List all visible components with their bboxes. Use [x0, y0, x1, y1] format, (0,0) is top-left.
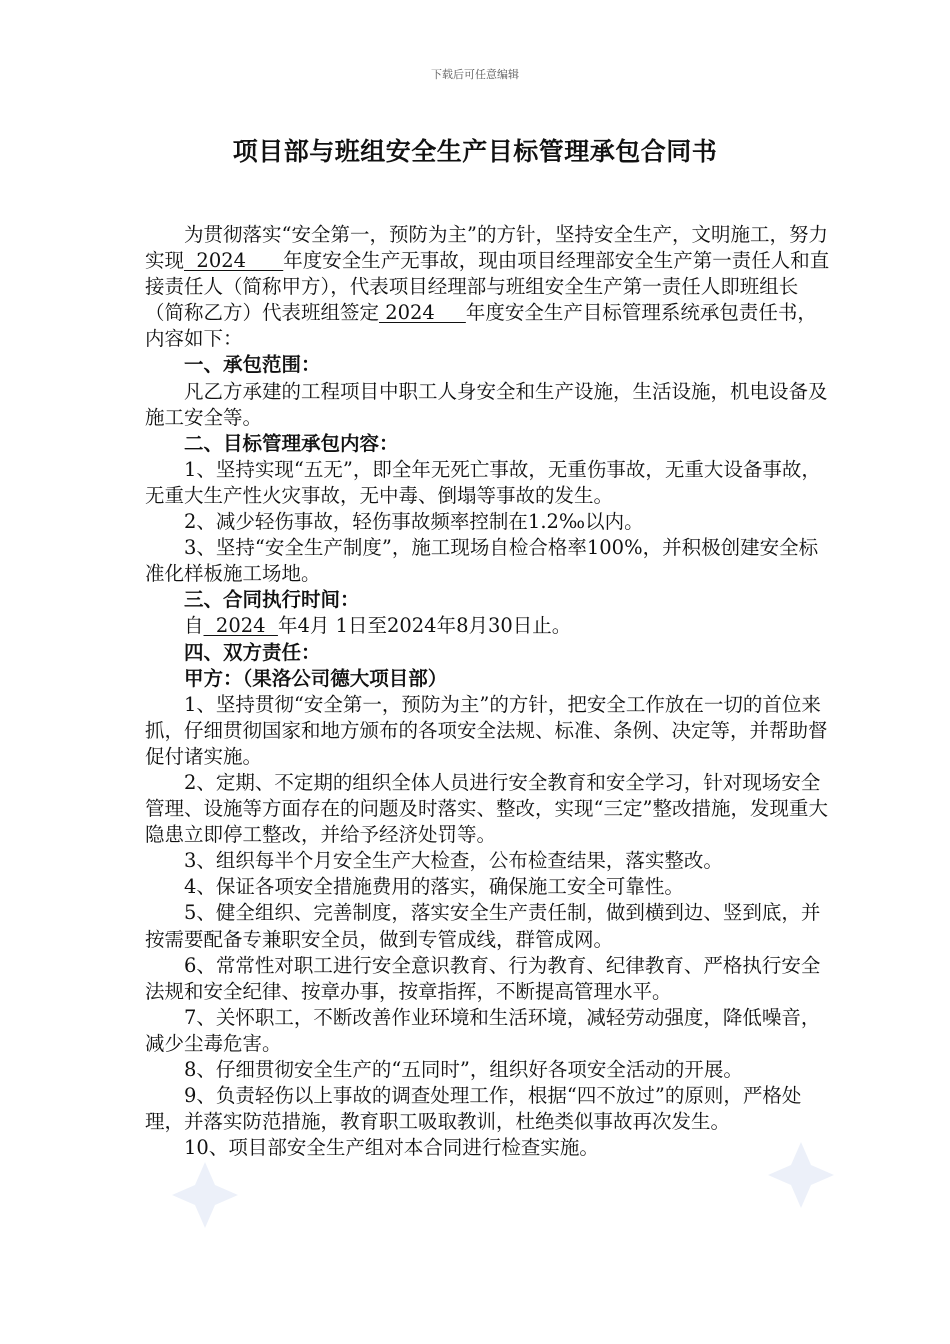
year-field: 2024: [184, 249, 284, 273]
list-item: 2、减少轻伤事故，轻伤事故频率控制在1.2‰以内。: [184, 510, 644, 534]
list-item: 7、关怀职工，不断改善作业环境和生活环境，减轻劳动强度，降低噪音，减少尘毒危害。: [145, 1005, 821, 1055]
list-item: 4、保证各项安全措施费用的落实，确保施工安全可靠性。: [184, 875, 684, 899]
list-item: 6、常常性对职工进行安全意识教育、行为教育、纪律教育、严格执行安全法规和安全纪律、按章办事，按章指挥，不断提高管理水平。: [145, 953, 821, 1003]
intro-paragraph: 为贯彻落实“安全第一，预防为主”的方针，坚持安全生产，文明施工，努力实现 2024 年度安全生产无事故，现由项目经理部安全生产第一责任人和直接责任人（简称甲方），代表项目经理部与班组安全生产第一责任人即班组长（简称乙方）代表班组签定 2024 年度安全生产目标管理系统承包责任书，内容如下：: [145, 223, 830, 351]
section-heading: 二、目标管理承包内容：: [184, 431, 399, 455]
watermark-left-icon: [170, 1160, 240, 1230]
paragraph: 自 2024 年4月 1日至2024年8月30日止。: [184, 614, 572, 638]
list-item: 10、项目部安全生产组对本合同进行检查实施。: [184, 1136, 599, 1160]
list-item: 3、组织每半个月安全生产大检查，公布检查结果，落实整改。: [184, 849, 723, 873]
list-item: 5、健全组织、完善制度，落实安全生产责任制，做到横到边、竖到底，并按需要配备专兼职安全员，做到专管成线，群管成网。: [145, 901, 821, 951]
list-item: 9、负责轻伤以上事故的调查处理工作，根据“四不放过”的原则，严格处理，并落实防范措施，教育职工吸取教训，杜绝类似事故再次发生。: [145, 1084, 802, 1134]
list-item: 8、仔细贯彻安全生产的“五同时”，组织好各项安全活动的开展。: [184, 1058, 743, 1081]
list-item: 1、坚持贯彻“安全第一，预防为主”的方针，把安全工作放在一切的首位来抓，仔细贯彻国家和地方颁布的各项安全法规、标准、条例、决定等，并帮助督促付诸实施。: [145, 692, 828, 768]
document-title: 项目部与班组安全生产目标管理承包合同书: [232, 137, 718, 166]
list-item: 3、坚持“安全生产制度”，施工现场自检合格率100%，并积极创建安全标准化样板施工场地。: [145, 536, 819, 586]
party-a-heading: 甲方：（果洛公司德大项目部）: [184, 666, 448, 690]
section-heading: 三、合同执行时间：: [184, 588, 360, 612]
document-body: [145, 222, 835, 1161]
section-heading: 四、双方责任：: [184, 640, 321, 664]
header-note: 下载后可任意编辑: [431, 68, 519, 81]
paragraph: 凡乙方承建的工程项目中职工人身安全和生产设施，生活设施，机电设备及施工安全等。: [145, 379, 828, 429]
year-field: 2024: [379, 301, 466, 325]
year-field: 2024: [203, 614, 278, 638]
list-item: 1、坚持实现“五无”，即全年无死亡事故，无重伤事故，无重大设备事故，无重大生产性火灾事故，无中毒、倒塌等事故的发生。: [145, 457, 821, 507]
section-heading: 一、承包范围：: [184, 353, 321, 377]
list-item: 2、定期、不定期的组织全体人员进行安全教育和安全学习，针对现场安全管理、设施等方面存在的问题及时落实、整改，实现“三定”整改措施，发现重大隐患立即停工整改，并给予经济处罚等。: [145, 770, 828, 847]
